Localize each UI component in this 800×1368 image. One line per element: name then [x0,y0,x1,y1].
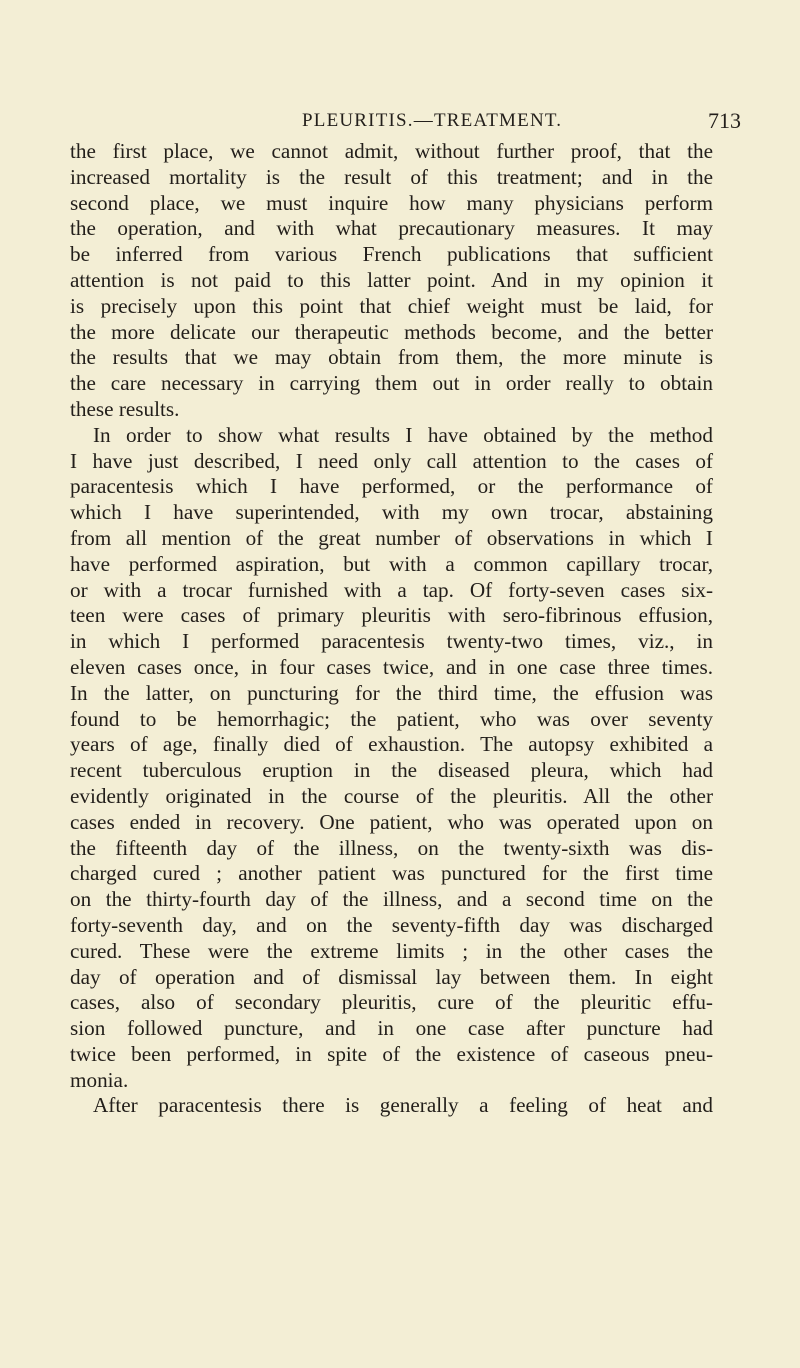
text-line: these results. [70,396,180,421]
text-line: on the thirty-fourth day of the illness, and a second time on the [70,887,713,912]
text-line: evidently originated in the course of the pleuritis. All the other [70,783,713,808]
text-line: the care necessary in carrying them out in order really to obtain [70,371,713,396]
text-line: the fifteenth day of the illness, on the twenty-sixth was dis- [70,835,713,860]
text-line: charged cured ; another patient was punctured for the first time [70,861,713,886]
text-line: twice been performed, in spite of the existence of caseous pneu- [70,1041,713,1066]
text-line: from all mention of the great number of observations in which I [70,525,713,550]
text-line: is precisely upon this point that chief weight must be laid, for [70,293,713,318]
text-line: found to be hemorrhagic; the patient, who was over seventy [70,706,713,731]
text-line: the results that we may obtain from them, the more minute is [70,345,713,370]
text-line: second place, we must inquire how many physicians perform [70,190,713,215]
running-head: PLEURITIS.—TREATMENT. [302,110,563,131]
text-line: cured. These were the extreme limits ; in the other cases the [70,938,713,963]
text-line: cases ended in recovery. One patient, who was operated upon on [70,809,713,834]
text-line: cases, also of secondary pleuritis, cure of the pleuritic effu- [70,990,713,1015]
text-line: be inferred from various French publications that sufficient [70,242,713,267]
text-line: recent tuberculous eruption in the diseased pleura, which had [70,758,713,783]
text-line: In the latter, on puncturing for the third time, the effusion was [70,680,713,705]
text-line: I have just described, I need only call attention to the cases of [70,448,713,473]
text-line: monia. [70,1067,129,1092]
text-line: teen were cases of primary pleuritis with sero-fibrinous effusion, [70,603,713,628]
text-line: attention is not paid to this latter point. And in my opinion it [70,267,713,292]
page-header [70,108,800,138]
text-line: the more delicate our therapeutic methods become, and the better [70,319,713,344]
text-line: forty-seventh day, and on the seventy-fifth day was discharged [70,912,713,937]
text-line: in which I performed paracentesis twenty-two times, viz., in [70,629,713,654]
text-line: which I have superintended, with my own trocar, abstaining [70,500,713,525]
text-line: sion followed puncture, and in one case after puncture had [70,1016,713,1041]
text-line: After paracentesis there is generally a feeling of heat and [93,1093,713,1118]
page-number: 713 [708,108,741,133]
text-line: the first place, we cannot admit, without further proof, that the [70,139,713,163]
text-line: the operation, and with what precautionary measures. It may [70,216,713,241]
text-line: increased mortality is the result of this treatment; and in the [70,164,713,189]
text-line: In order to show what results I have obtained by the method [93,422,713,447]
text-line: years of age, finally died of exhaustion. The autopsy exhibited a [70,732,713,757]
body-text [70,139,713,1119]
text-line: have performed aspiration, but with a common capillary trocar, [70,551,713,576]
text-line: eleven cases once, in four cases twice, and in one case three times. [70,654,713,679]
text-line: paracentesis which I have performed, or the performance of [70,474,713,499]
text-line: day of operation and of dismissal lay between them. In eight [70,964,713,989]
text-line: or with a trocar furnished with a tap. Of forty-seven cases six- [70,577,713,602]
